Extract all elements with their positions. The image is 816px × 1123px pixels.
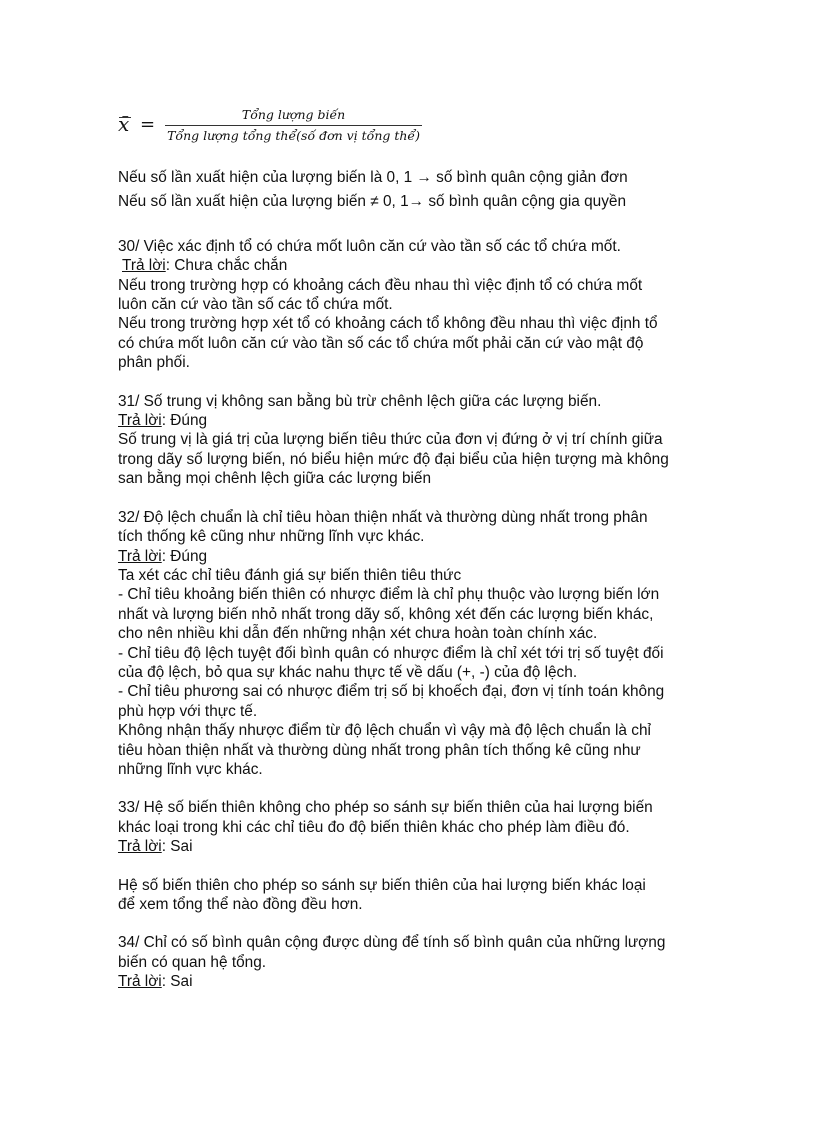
answer-line xyxy=(118,411,718,430)
spacer xyxy=(118,489,718,508)
answer-line xyxy=(118,972,718,991)
question-block xyxy=(118,933,718,991)
answer-label: Trả lời xyxy=(122,257,166,275)
answer-value: : Sai xyxy=(161,838,193,856)
explanation-text: luôn căn cứ vào tần số các tổ chứa mốt. xyxy=(118,296,393,314)
explanation-text: những lĩnh vực khác. xyxy=(118,760,263,778)
question-block xyxy=(118,392,718,489)
question-block xyxy=(118,237,718,373)
explanation-text: cho nên nhiều khi dẫn đến những nhận xét chưa hoàn toàn chính xác. xyxy=(118,625,598,643)
explanation-text: trong dãy số lượng biến, nó biểu hiện mức độ đại biểu của hiện tượng mà không xyxy=(118,450,669,468)
spacer xyxy=(118,914,718,933)
question-list xyxy=(118,237,718,992)
document-page xyxy=(118,100,718,992)
explanation-text: - Chỉ tiêu phương sai có nhược điểm trị số bị khoếch đại, đơn vị tính toán không xyxy=(118,683,665,701)
explanation-text: Nếu trong trường hợp có khoảng cách đều nhau thì việc định tổ có chứa mốt xyxy=(118,276,643,294)
question-text: 30/ Việc xác định tổ có chứa mốt luôn căn cứ vào tần số các tổ chứa mốt. xyxy=(118,237,621,255)
answer-value: : Sai xyxy=(161,973,193,991)
explanation-text: phân phối. xyxy=(118,354,190,372)
explanation-text: tiêu hòan thiện nhất và thường dùng nhất trong phân tích thống kê cũng như xyxy=(118,741,641,759)
explanation-text: san bằng mọi chênh lệch giữa các lượng biến xyxy=(118,470,432,488)
answer-line xyxy=(118,837,718,856)
explanation-text: Nếu trong trường hợp xét tổ có khoảng cách tổ không đều nhau thì việc định tổ xyxy=(118,315,658,333)
question-text: biến có quan hệ tổng. xyxy=(118,953,267,971)
spacer xyxy=(118,857,718,876)
answer-value: : Đúng xyxy=(161,547,208,565)
formula-denominator: Tổng lượng tổng thể(số đơn vị tổng thể) xyxy=(165,125,422,145)
formula-fraction xyxy=(165,106,422,145)
rule-line: Nếu số lần xuất hiện của lượng biến ≠ 0, 1→ số bình quân cộng gia quyền xyxy=(118,193,627,211)
formula-lhs: x̄ xyxy=(118,115,132,134)
spacer xyxy=(118,217,718,237)
explanation-text: Ta xét các chỉ tiêu đánh giá sự biến thiên tiêu thức xyxy=(118,566,462,584)
question-block xyxy=(118,798,718,914)
formula-numerator: Tổng lượng biến xyxy=(241,106,346,122)
question-text: 34/ Chỉ có số bình quân cộng được dùng để tính số bình quân của những lượng xyxy=(118,934,666,952)
explanation-text: Không nhận thấy nhược điểm từ độ lệch chuẩn vì vậy mà độ lệch chuẩn là chỉ xyxy=(118,722,651,740)
question-text: 32/ Độ lệch chuẩn là chỉ tiêu hòan thiện nhất và thường dùng nhất trong phân xyxy=(118,508,648,526)
rule-line: Nếu số lần xuất hiện của lượng biến là 0, 1 → số bình quân cộng giản đơn xyxy=(118,169,628,186)
explanation-text: của độ lệch, bỏ qua sự khác nahu thực tế về dấu (+, -) của độ lệch. xyxy=(118,663,578,681)
question-text: tích thống kê cũng như những lĩnh vực khác. xyxy=(118,528,425,546)
mean-rules xyxy=(118,168,718,212)
explanation-text: Số trung vị là giá trị của lượng biến tiêu thức của đơn vị đứng ở vị trí chính giữa xyxy=(118,431,663,449)
answer-line xyxy=(118,256,718,275)
answer-line xyxy=(118,547,718,566)
answer-label: Trả lời xyxy=(118,547,162,565)
explanation-text: Hệ số biến thiên cho phép so sánh sự biến thiên của hai lượng biến khác loại xyxy=(118,876,646,894)
answer-label: Trả lời xyxy=(118,838,162,856)
explanation-text: - Chỉ tiêu độ lệch tuyệt đối bình quân có nhược điểm là chỉ xét tới trị số tuyệt đối xyxy=(118,644,664,662)
answer-value: : Chưa chắc chắn xyxy=(165,257,288,275)
spacer xyxy=(118,779,718,798)
question-text: 31/ Số trung vị không san bằng bù trừ chênh lệch giữa các lượng biến. xyxy=(118,392,602,410)
question-block xyxy=(118,508,718,780)
explanation-text: phù hợp với thực tế. xyxy=(118,702,258,720)
mean-formula xyxy=(118,100,718,150)
formula-equals: = xyxy=(140,114,156,136)
spacer xyxy=(118,150,718,168)
question-text: 33/ Hệ số biến thiên không cho phép so sánh sự biến thiên của hai lượng biến xyxy=(118,799,653,817)
explanation-text: có chứa mốt luôn căn cứ vào tần số các tổ chứa mốt phải căn cứ vào mật độ xyxy=(118,334,644,352)
answer-label: Trả lời xyxy=(118,412,162,430)
explanation-text: để xem tổng thể nào đồng đều hơn. xyxy=(118,896,363,913)
question-text: khác loại trong khi các chỉ tiêu đo độ biến thiên khác cho phép làm điều đó. xyxy=(118,818,630,836)
answer-label: Trả lời xyxy=(118,973,162,991)
answer-value: : Đúng xyxy=(161,412,208,430)
spacer xyxy=(118,373,718,392)
explanation-text: nhất và lượng biến nhỏ nhất trong dãy số, không xét đến các lượng biến khác, xyxy=(118,605,654,623)
explanation-text: - Chỉ tiêu khoảng biến thiên có nhược điểm là chỉ phụ thuộc vào lượng biến lớn xyxy=(118,586,660,604)
